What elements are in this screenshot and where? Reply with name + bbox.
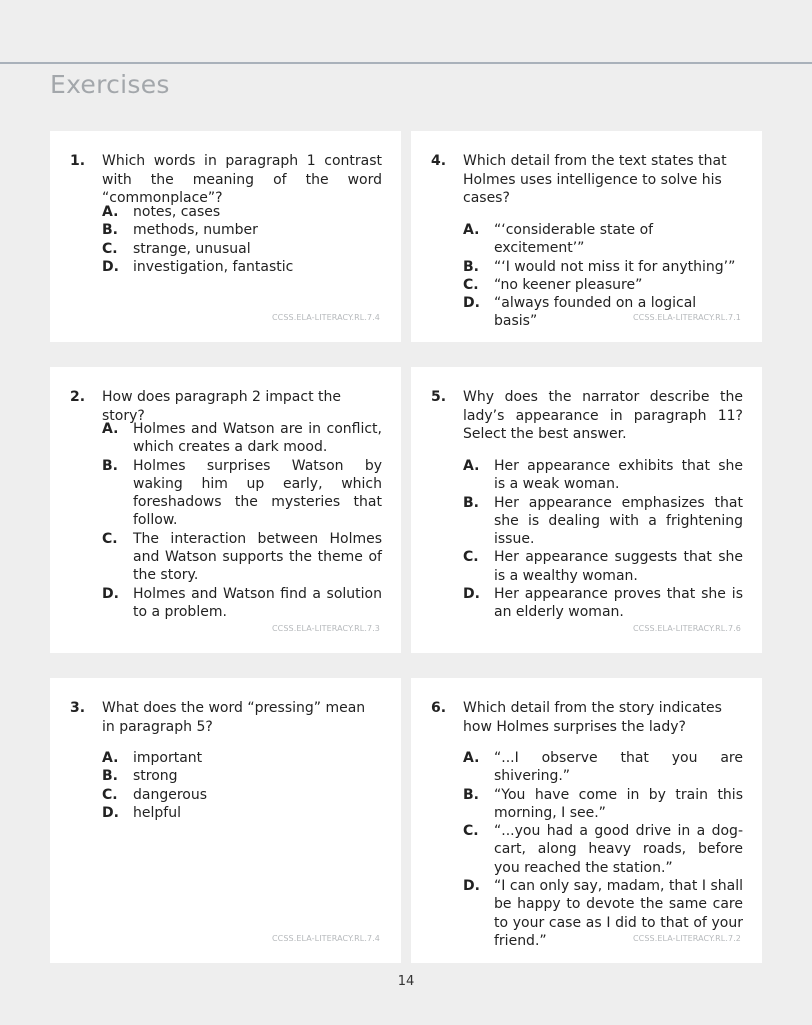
question-text: Which words in paragraph 1 contrast with the meaning of the word “commonplace”? <box>102 153 382 206</box>
answer-option-b[interactable] <box>102 457 382 530</box>
answer-option-c[interactable] <box>463 822 743 877</box>
answer-option-c[interactable] <box>102 530 382 585</box>
option-text: Holmes surprises Watson by waking him up early, which foreshadows the mysteries that follow. <box>133 457 382 529</box>
option-letter: D. <box>102 258 119 275</box>
option-text: helpful <box>133 804 181 821</box>
option-text: important <box>133 750 203 766</box>
option-text: Her appearance proves that she is an elderly woman. <box>494 586 743 621</box>
question-text: How does paragraph 2 impact the story? <box>102 389 341 424</box>
answer-option-c[interactable] <box>463 548 743 585</box>
option-letter: D. <box>102 804 119 821</box>
option-text: investigation, fantastic <box>133 258 294 275</box>
page-title: Exercises <box>50 70 170 99</box>
answer-option-b[interactable] <box>463 786 743 823</box>
answer-option-d[interactable] <box>102 585 382 622</box>
page-number: 14 <box>397 974 415 989</box>
answer-options <box>102 203 382 276</box>
option-letter: C. <box>102 786 118 803</box>
answer-options <box>102 749 382 822</box>
option-text: Her appearance exhibits that she is a weak woman. <box>494 458 743 493</box>
option-letter: A. <box>463 458 480 474</box>
question-text: Why does the narrator describe the lady’s appearance in paragraph 11? Select the best answer. <box>463 389 743 442</box>
question-card-5 <box>411 367 762 653</box>
option-text: Holmes and Watson are in conflict, which creates a dark mood. <box>133 421 382 456</box>
answer-option-a[interactable] <box>463 221 743 258</box>
option-letter: D. <box>102 585 119 602</box>
answer-option-b[interactable] <box>102 221 382 239</box>
answer-option-c[interactable] <box>463 276 743 294</box>
option-text: “I can only say, madam, that I shall be happy to devote the same care to your case as I did to that of your friend.” <box>494 878 743 949</box>
question-number: 1. <box>70 153 86 169</box>
answer-option-a[interactable] <box>102 420 382 457</box>
standard-code: CCSS.ELA-LITERACY.RL.7.6 <box>632 624 741 633</box>
option-letter: C. <box>463 549 479 566</box>
option-letter: A. <box>463 750 480 766</box>
answer-option-a[interactable] <box>102 203 382 221</box>
option-letter: B. <box>463 258 479 275</box>
option-text: “always founded on a logical basis” <box>494 295 697 330</box>
option-text: notes, cases <box>133 204 221 220</box>
option-text: dangerous <box>133 786 208 803</box>
question-text: Which detail from the story indicates how Holmes surprises the lady? <box>463 700 722 735</box>
option-text: “...I observe that you are shivering.” <box>494 750 743 785</box>
question-text: What does the word “pressing” mean in paragraph 5? <box>102 700 366 735</box>
answer-option-a[interactable] <box>463 457 743 494</box>
standard-code: CCSS.ELA-LITERACY.RL.7.4 <box>271 313 380 322</box>
question-card-3 <box>50 678 401 963</box>
option-text: “You have come in by train this morning, I see.” <box>494 786 743 821</box>
answer-options <box>463 457 743 622</box>
option-letter: B. <box>463 786 479 803</box>
option-text: “‘I would not miss it for anything’” <box>494 258 736 275</box>
standard-code: CCSS.ELA-LITERACY.RL.7.3 <box>271 624 380 633</box>
option-text: Her appearance emphasizes that she is dealing with a frightening issue. <box>494 494 743 548</box>
question-number: 3. <box>70 700 86 716</box>
option-letter: B. <box>102 768 118 785</box>
answer-options <box>463 749 743 950</box>
answer-option-d[interactable] <box>102 258 382 276</box>
option-letter: C. <box>102 240 118 257</box>
question-number: 6. <box>431 700 447 716</box>
option-text: strange, unusual <box>133 240 251 257</box>
option-letter: A. <box>102 750 119 766</box>
standard-code: CCSS.ELA-LITERACY.RL.7.4 <box>271 934 380 943</box>
question-number: 2. <box>70 389 86 405</box>
option-text: “no keener pleasure” <box>494 276 643 293</box>
option-letter: A. <box>102 421 119 437</box>
answer-option-b[interactable] <box>463 494 743 549</box>
option-letter: A. <box>463 222 480 238</box>
question-card-4 <box>411 131 762 342</box>
answer-option-b[interactable] <box>102 767 382 785</box>
option-text: Holmes and Watson find a solution to a problem. <box>133 585 382 620</box>
option-text: The interaction between Holmes and Watson supports the theme of the story. <box>133 530 382 584</box>
answer-option-b[interactable] <box>463 258 743 276</box>
option-text: “‘considerable state of excitement’” <box>494 222 654 257</box>
answer-option-a[interactable] <box>463 749 743 786</box>
answer-option-c[interactable] <box>102 240 382 258</box>
question-card-1 <box>50 131 401 342</box>
question-card-2 <box>50 367 401 653</box>
standard-code: CCSS.ELA-LITERACY.RL.7.1 <box>632 313 741 322</box>
question-card-6 <box>411 678 762 963</box>
option-letter: A. <box>102 204 119 220</box>
answer-option-a[interactable] <box>102 749 382 767</box>
question-number: 4. <box>431 153 447 169</box>
option-letter: B. <box>102 457 118 474</box>
top-divider <box>0 62 812 64</box>
option-letter: B. <box>102 222 118 239</box>
question-number: 5. <box>431 389 447 405</box>
option-letter: D. <box>463 295 480 312</box>
answer-option-d[interactable] <box>463 585 743 622</box>
question-text: Which detail from the text states that Holmes uses intelligence to solve his cases? <box>463 153 727 206</box>
option-letter: C. <box>463 276 479 293</box>
standard-code: CCSS.ELA-LITERACY.RL.7.2 <box>632 934 741 943</box>
answer-option-d[interactable] <box>102 804 382 822</box>
option-letter: D. <box>463 878 480 895</box>
option-text: “...you had a good drive in a dog-cart, along heavy roads, before you reached the station.” <box>494 823 743 876</box>
option-text: methods, number <box>133 222 258 239</box>
option-letter: D. <box>463 586 480 603</box>
option-letter: C. <box>463 823 479 840</box>
option-text: Her appearance suggests that she is a wealthy woman. <box>494 549 743 584</box>
option-text: strong <box>133 768 178 785</box>
answer-options <box>102 420 382 621</box>
option-letter: C. <box>102 530 118 547</box>
answer-option-c[interactable] <box>102 786 382 804</box>
option-letter: B. <box>463 494 479 511</box>
